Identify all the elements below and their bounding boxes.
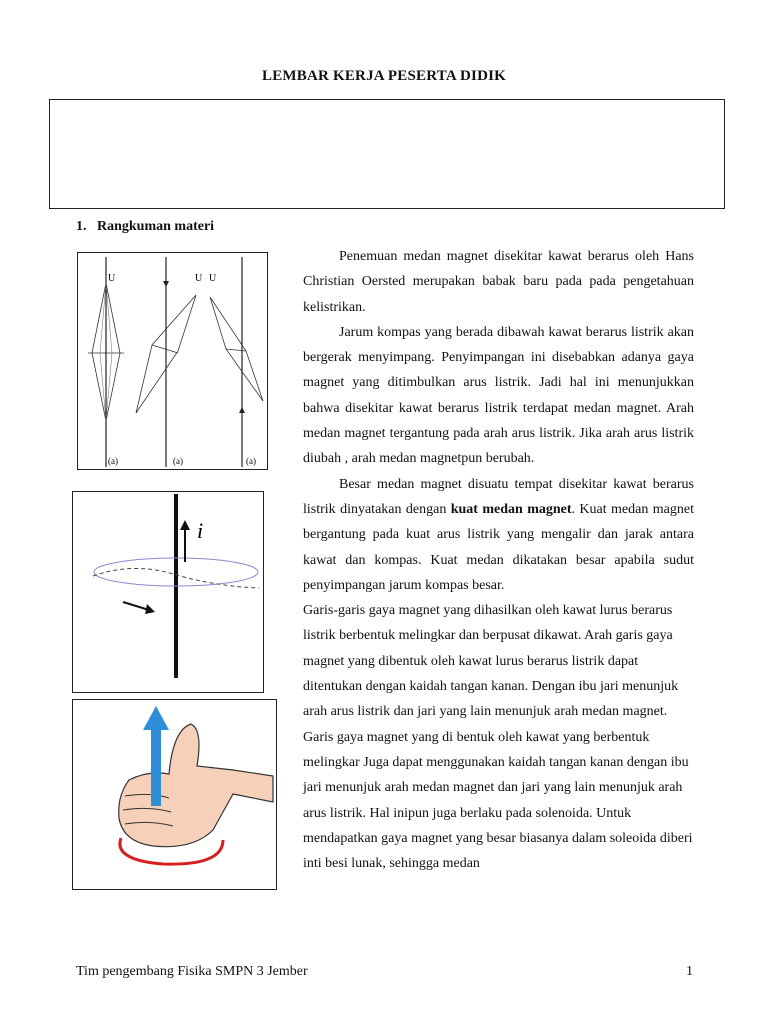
magnetic-field-wire-figure [72, 491, 264, 693]
paragraph-3-bold: kuat medan magnet [450, 501, 572, 517]
section-heading [76, 219, 214, 235]
compass-label-u-1: U [108, 273, 116, 284]
compass-caption-2: (a) [173, 456, 183, 466]
page-title: LEMBAR KERJA PESERTA DIDIK [261, 68, 507, 84]
page-number: 1 [686, 964, 693, 979]
paragraph-3 [303, 472, 694, 598]
compass-caption-1: (a) [108, 456, 118, 466]
paragraph-4: Garis-garis gaya magnet yang dihasilkan oleh kawat lurus berarus listrik berbentuk melingkar dan berpusat dikawat. Arah garis gaya magnet yang dibentuk oleh kawat lurus berarus listrik dapat ditentukan dengan kaidah tangan kanan. Dengan ibu jari menunjuk arah arus listrik dan jari yang lain menunjuk arah medan magnet. [303, 603, 679, 720]
footer-author: Tim pengembang Fisika SMPN 3 Jember [76, 964, 308, 979]
paragraph-3-before: Besar medan magnet disuatu tempat disekitar kawat berarus listrik dinyatakan dengan [303, 476, 694, 517]
paragraph-2: Jarum kompas yang berada dibawah kawat berarus listrik akan bergerak menyimpang. Penyimpangan ini disebabkan adanya gaya magnet yang ditimbulkan arus listrik. Jadi hal ini menunjukkan bahwa disekitar kawat berarus listrik terdapat medan magnet. Arah medan magnet tergantung pada arah arus listrik. Jika arah arus listrik diubah , arah medan magnetpun berubah. [303, 324, 694, 467]
right-hand-rule-figure [72, 699, 277, 890]
empty-answer-box [49, 99, 725, 209]
section-number: 1. [76, 219, 87, 234]
paragraph-3-after: . Kuat medan magnet bergantung pada kuat arus listrik yang mengalir dan jarak antara kawat dan kompas. Kuat medan dikatakan besar apabila sudut penyimpangan jarum kompas besar. [303, 501, 694, 593]
compass-label-u-3: U [209, 273, 217, 284]
current-symbol: i [197, 518, 204, 543]
compass-deflection-figure [77, 252, 268, 470]
paragraph-5: Garis gaya magnet yang di bentuk oleh kawat yang berbentuk melingkar Juga dapat menggunakan kaidah tangan kanan dengan ibu jari menunjuk arah medan magnet dan jari yang lain menunjuk arah arus listrik. Hal inipun juga berlaku pada solenoida. Untuk mendapatkan gaya magnet yang besar biasanya dalam soleoida diberi inti besi lunak, sehingga medan [303, 729, 693, 872]
paragraph-1: Penemuan medan magnet disekitar kawat berarus oleh Hans Christian Oersted merupakan babak baru pada pada pengetahuan kelistrikan. [303, 249, 694, 315]
section-title: Rangkuman materi [97, 219, 215, 234]
compass-label-u-2: U [195, 273, 203, 284]
body-text [303, 244, 694, 876]
compass-caption-3: (a) [246, 456, 256, 466]
